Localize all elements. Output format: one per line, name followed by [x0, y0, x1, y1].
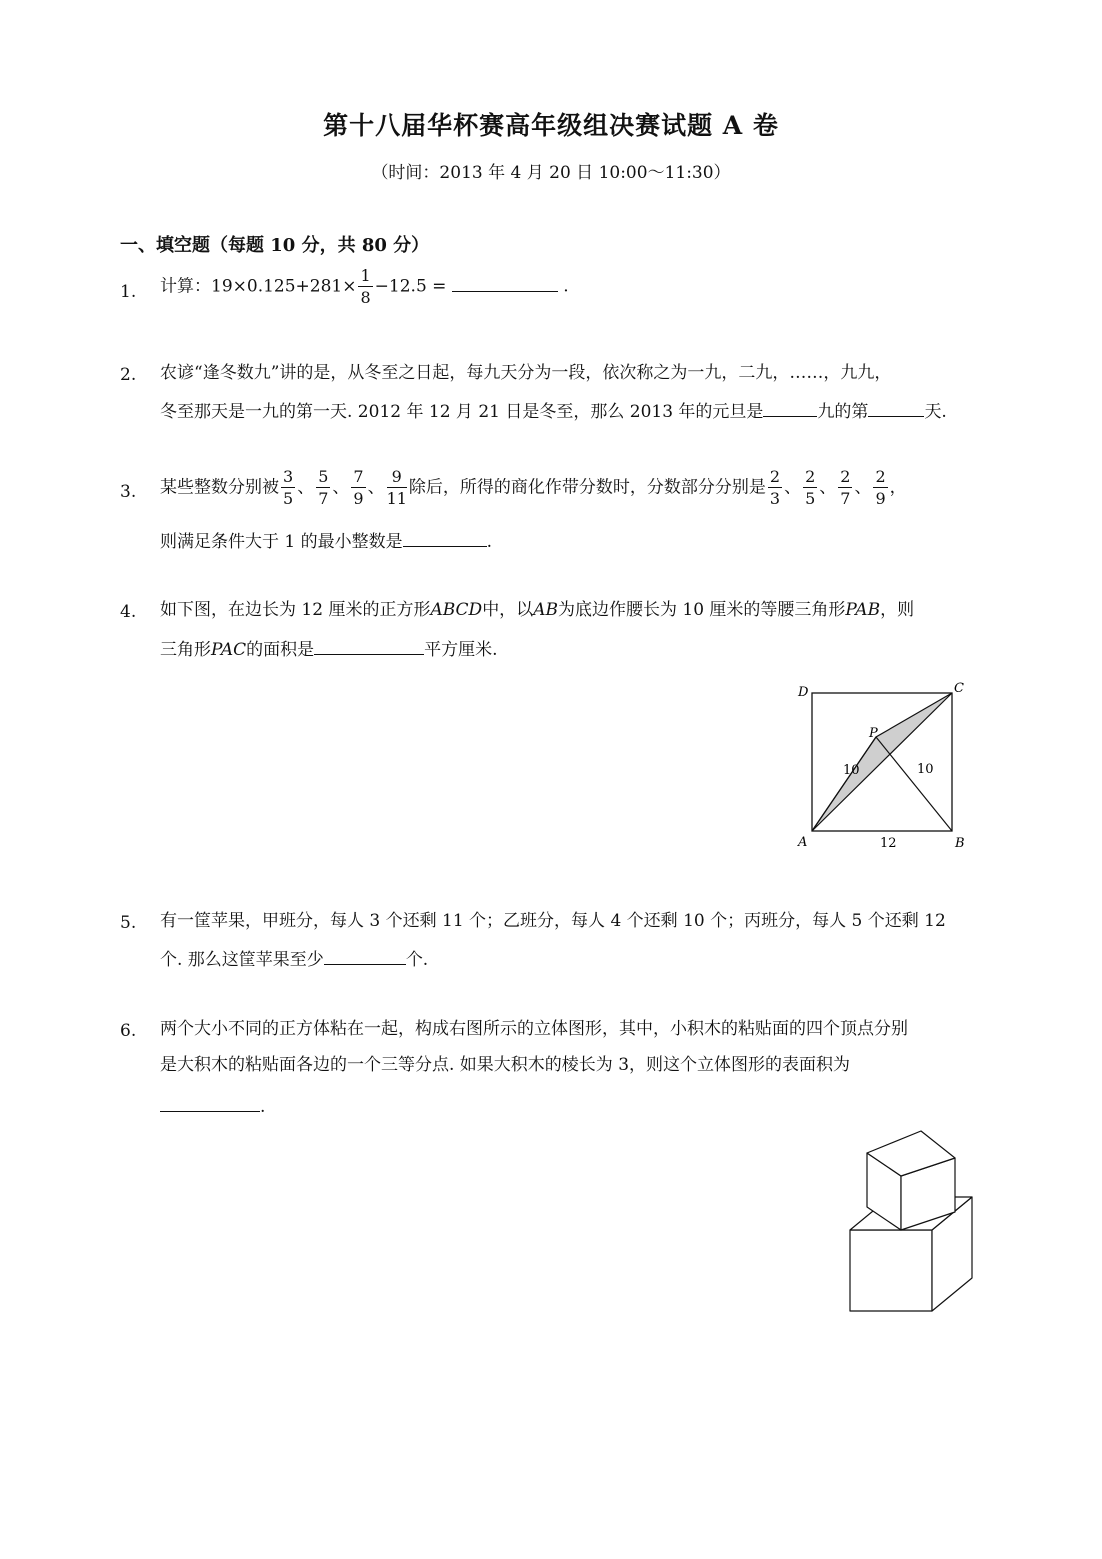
q4-label-a: A [798, 835, 808, 850]
q4-pab: PAB [845, 600, 881, 620]
page-title: 第十八届华杯赛高年级组决赛试题 A 卷 [323, 111, 779, 140]
q3-line2 [160, 530, 492, 551]
q4-segment-pa [812, 737, 876, 831]
q3-divisor-1-den: 5 [283, 489, 294, 508]
q1-frac-num: 1 [360, 266, 371, 285]
q2-blank-1[interactable] [763, 400, 817, 417]
q5-line1: 有一筐苹果，甲班分，每人 3 个还剩 11 个；乙班分，每人 4 个还剩 10 个；丙班分，每人 5 个还剩 12 [160, 911, 946, 931]
q4-length-pa: 10 [843, 763, 860, 778]
q5-answer-blank[interactable] [324, 948, 406, 965]
q3-remainder-3-den: 7 [840, 489, 851, 508]
q4-l1-c: 为底边作腰长为 10 厘米的等腰三角形 [557, 600, 846, 620]
q4-l2-c: 平方厘米. [424, 640, 498, 660]
q3-remainder-4 [873, 469, 887, 507]
q3-divisor-3-den: 9 [353, 489, 364, 508]
q4-label-d: D [798, 685, 809, 700]
q3-remainder-2-num: 2 [805, 467, 816, 486]
q1-text [160, 268, 569, 306]
q3-line1 [160, 469, 907, 507]
q3-divisor-2-num: 5 [318, 467, 329, 486]
q5-line2-a: 个. 那么这筐苹果至少 [160, 950, 324, 970]
q3-remainder-3 [838, 469, 852, 507]
q3-remainder-1 [768, 469, 782, 507]
q4-l1-a: 如下图，在边长为 12 厘米的正方形 [160, 600, 431, 620]
q2-line1: 农谚“逢冬数九”讲的是，从冬至之日起，每九天分为一段，依次称之为一九，二九，……，九九， [160, 363, 892, 383]
q3-sep: 、 [297, 477, 315, 498]
q3-answer-blank[interactable] [403, 530, 487, 547]
q4-ab: AB [533, 600, 558, 620]
q3-divisor-3 [351, 469, 365, 507]
q4-label-b: B [955, 836, 965, 851]
q5-number: 5. [120, 913, 137, 933]
q4-segment-pb [876, 737, 952, 831]
q3-sep: 、 [854, 477, 872, 498]
q2-line2-b: 九的第 [817, 402, 869, 422]
q3-sep: 、 [332, 477, 350, 498]
q6-line1: 两个大小不同的正方体粘在一起，构成右图所示的立体图形，其中，小积木的粘贴面的四个顶点分别 [160, 1019, 908, 1039]
q1-end: . [563, 276, 569, 297]
q6-cubes-figure [840, 1125, 980, 1320]
q3-remainder-4-num: 2 [875, 467, 886, 486]
q3-prefix: 某些整数分别被 [160, 477, 279, 498]
q2-line2-a: 冬至那天是一九的第一天. 2012 年 12 月 21 日是冬至，那么 2013 年的元旦是 [160, 402, 764, 422]
q2-blank-2[interactable] [868, 400, 924, 417]
q4-abcd: ABCD [430, 600, 483, 620]
q3-remainder-2-den: 5 [805, 489, 816, 508]
q3-sep: 、 [819, 477, 837, 498]
q4-length-pb: 10 [917, 762, 934, 777]
q3-divisor-4-num: 9 [387, 469, 407, 488]
q3-divisor-3-num: 7 [353, 467, 364, 486]
q4-square-figure [790, 676, 980, 856]
q6-line2: 是大积木的粘贴面各边的一个三等分点. 如果大积木的棱长为 3，则这个立体图形的表面积为 [160, 1055, 851, 1075]
q6-answer-blank[interactable] [160, 1095, 260, 1112]
q3-line2-text: 则满足条件大于 1 的最小整数是 [160, 532, 403, 552]
q2-number: 2. [120, 365, 137, 385]
q1-prefix: 计算： [160, 276, 211, 297]
q4-label-p: P [869, 726, 878, 741]
q1-answer-blank[interactable] [452, 275, 558, 292]
q4-l1-d: ，则 [880, 600, 915, 620]
q4-l1-b: 中，以 [482, 600, 534, 620]
q1-expr-a: 19×0.125+281× [211, 276, 357, 297]
q4-length-ab: 12 [880, 836, 897, 851]
q3-divisor-1 [281, 469, 295, 507]
q3-divisor-1-num: 3 [283, 467, 294, 486]
q1-number: 1. [120, 282, 137, 302]
q5-line2 [160, 948, 428, 969]
q3-remainder-3-num: 2 [840, 467, 851, 486]
q3-divisor-2 [316, 469, 330, 507]
q6-end: . [260, 1097, 266, 1117]
q3-remainder-1-num: 2 [769, 467, 781, 486]
q4-label-c: C [954, 681, 964, 696]
q3-remainder-4-den: 9 [875, 489, 886, 508]
q3-end: . [486, 532, 493, 552]
section-heading: 一、填空题（每题 10 分，共 80 分） [120, 235, 430, 256]
q1-frac-den: 8 [360, 288, 371, 307]
q4-pac: PAC [211, 640, 247, 660]
q3-comma: ， [889, 477, 907, 498]
large-cube-front-face [850, 1230, 932, 1311]
q4-line2 [160, 638, 498, 659]
q3-divisor-4-den: 11 [386, 489, 407, 508]
q3-remainder-1-den: 3 [769, 489, 781, 508]
q4-line1 [160, 602, 914, 619]
q3-sep: 、 [784, 477, 802, 498]
q1-expr-b: −12.5 = [374, 276, 447, 297]
q2-line2-c: 天. [924, 402, 947, 422]
q6-line3 [160, 1095, 265, 1116]
q3-sep: 、 [367, 477, 385, 498]
q4-l2-b: 的面积是 [246, 640, 315, 660]
q4-answer-blank[interactable] [314, 638, 424, 655]
q3-remainder-2 [803, 469, 817, 507]
q3-divisor-2-den: 7 [318, 489, 329, 508]
q2-line2 [160, 400, 947, 421]
q3-divisor-4 [387, 469, 407, 507]
q3-number: 3. [120, 482, 137, 502]
q6-number: 6. [120, 1021, 137, 1041]
q4-l2-a: 三角形 [160, 640, 211, 660]
q3-middle: 除后，所得的商化作带分数时，分数部分分别是 [408, 477, 766, 498]
q5-line2-b: 个. [405, 950, 429, 970]
exam-time: （时间：2013 年 4 月 20 日 10:00～11:30） [371, 163, 731, 183]
q4-number: 4. [120, 602, 137, 622]
q1-fraction [358, 268, 372, 306]
